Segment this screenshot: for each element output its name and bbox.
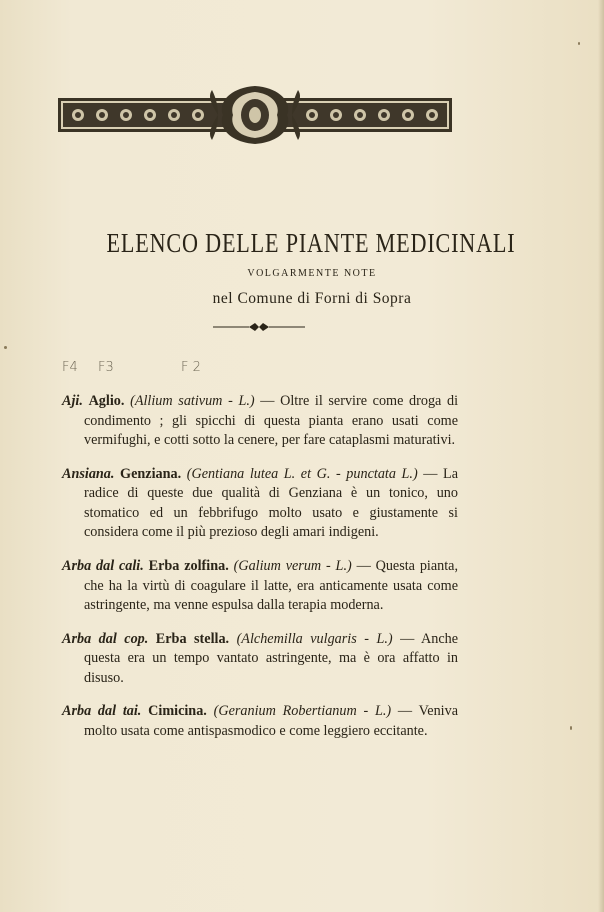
dialect-term: Arba dal tai. — [62, 703, 142, 720]
place-comune: Comune — [237, 290, 293, 307]
ornament-header-band — [58, 84, 452, 146]
list-item — [62, 702, 458, 741]
page-edge-shadow — [598, 0, 604, 912]
latin-name: (Geranium Robertianum - L.) — [213, 703, 392, 720]
place-forni: Forni — [314, 290, 351, 307]
italian-name: Aglio. — [88, 393, 125, 410]
place-sopra: Sopra — [372, 290, 412, 307]
italian-name: Erba stella. — [155, 630, 230, 647]
paper-speck — [570, 726, 572, 730]
pencil-annotation-2: F3 — [98, 360, 114, 375]
description: — La radice di queste due qualità di Genziana è un tonico, uno stomatico ed un febbrifugo molto usato e giustamente si considera come il più prezioso degli amari indigeni. — [84, 465, 459, 541]
place-prefix: nel — [212, 290, 234, 307]
list-item — [62, 630, 458, 689]
latin-name: (Alchemilla vulgaris - L.) — [236, 630, 393, 647]
place-line — [0, 290, 604, 308]
latin-name: (Allium sativum - L.) — [130, 393, 255, 410]
italian-name: Cimicina. — [148, 703, 207, 720]
paper-speck — [4, 346, 7, 349]
dialect-term: Arba dal cop. — [62, 630, 149, 647]
list-item — [62, 465, 458, 543]
title-divider — [213, 322, 305, 332]
list-item — [62, 557, 458, 616]
dialect-term: Ansiana. — [62, 465, 115, 482]
page-subtitle: VOLGARMENTE NOTE — [247, 268, 377, 279]
plant-list — [62, 378, 458, 753]
paper-speck — [578, 42, 580, 45]
italian-name: Genziana. — [120, 465, 182, 482]
italian-name: Erba zolfina. — [148, 558, 229, 575]
pencil-annotation-1: F4 — [62, 360, 78, 375]
latin-name: (Galium verum - L.) — [233, 558, 352, 575]
latin-name: (Gentiana lutea L. et G. - punctata L.) — [186, 465, 418, 482]
place-di-2: di — [355, 290, 369, 307]
page-title: ELENCO DELLE PIANTE MEDICINALI — [106, 228, 516, 258]
description: — Questa pianta, che ha la virtù di coagulare il latte, era anticamente usata come astringente, ma venne espulsa dalla terapia moderna. — [84, 558, 459, 614]
dialect-term: Arba dal cali. — [62, 558, 144, 575]
description: — Anche questa era un tempo vantato astringente, ma è ora affatto in disuso. — [84, 630, 459, 686]
place-di: di — [297, 290, 311, 307]
list-item — [62, 392, 458, 451]
dialect-term: Aji. — [62, 393, 83, 410]
description: — Veniva molto usata come antispasmodico e come leggiero eccitante. — [84, 703, 458, 739]
pencil-annotation-3: F 2 — [181, 360, 201, 375]
description: — Oltre il servire come droga di condimento ; gli spicchi di questa pianta erano usati come vermifughi, e cotti sotto la cenere, per fare cataplasmi maturativi. — [84, 393, 459, 449]
